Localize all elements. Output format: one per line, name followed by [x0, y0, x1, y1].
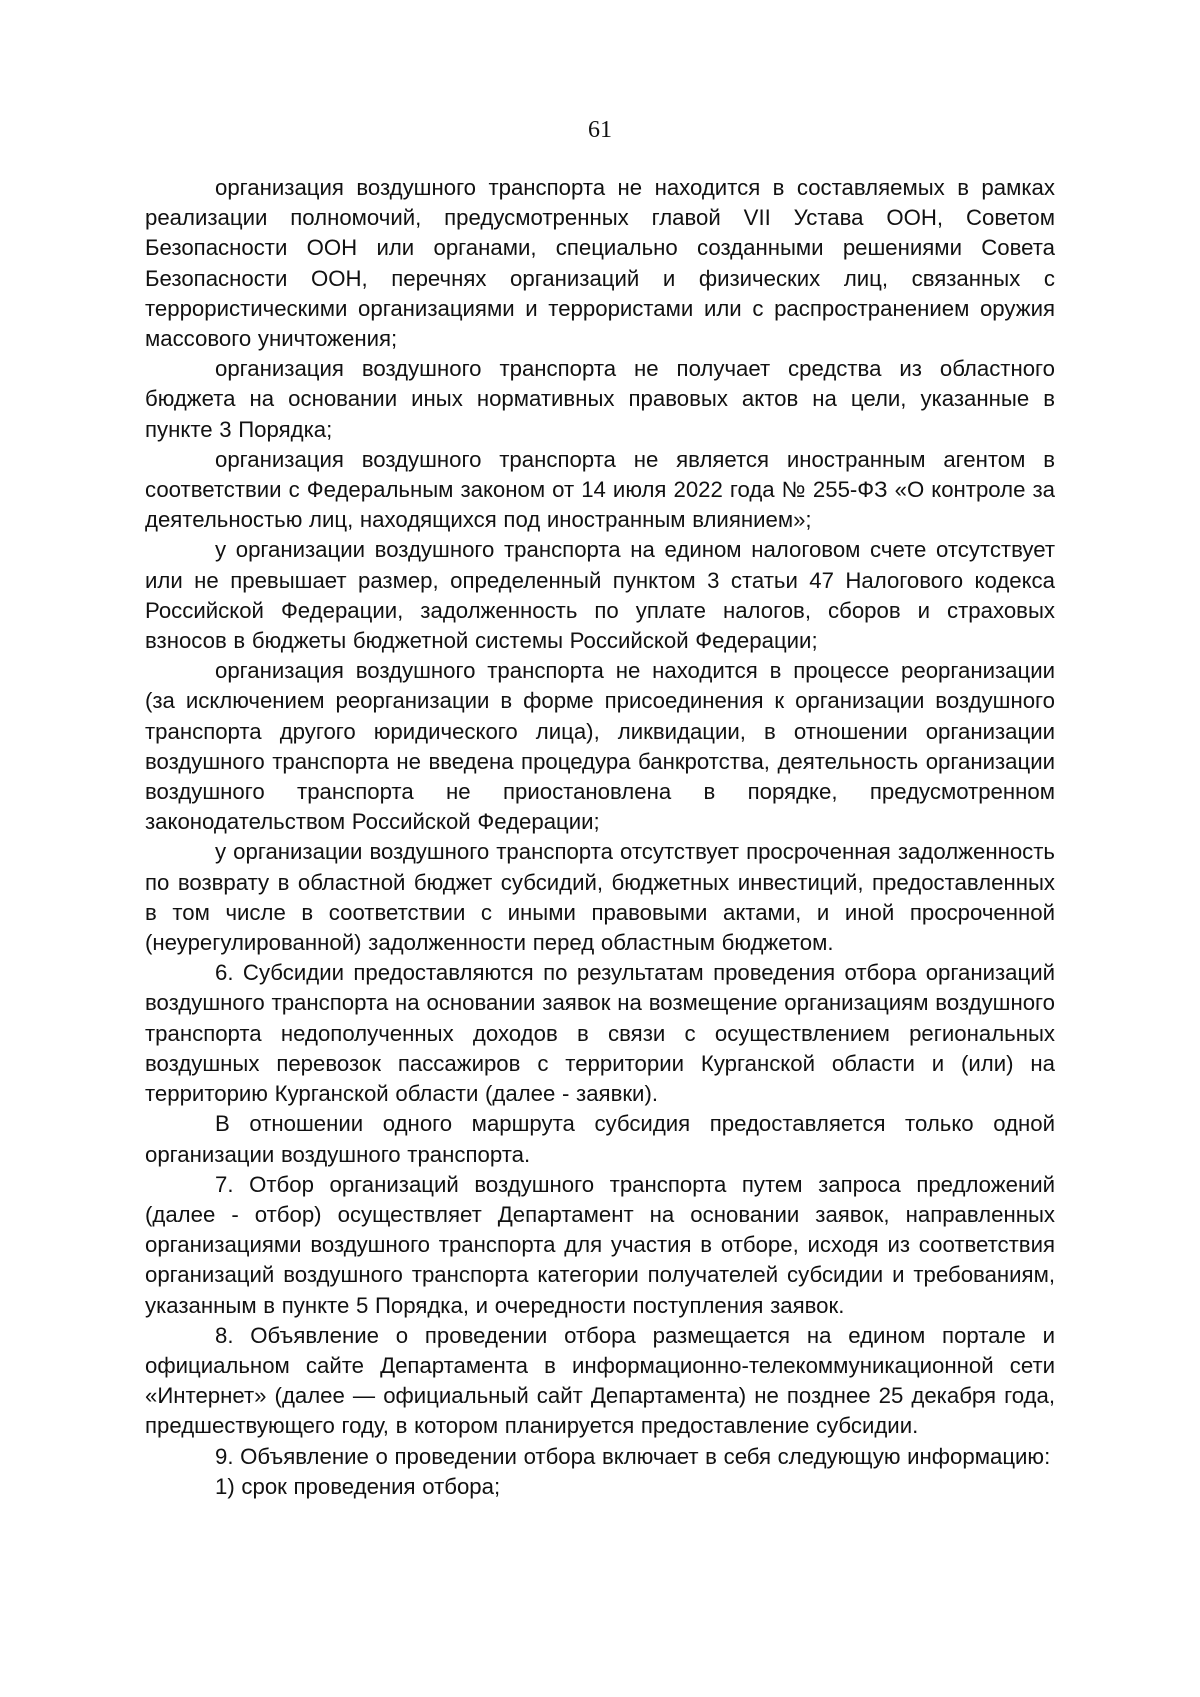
paragraph-no-overdue-debt: у организации воздушного транспорта отсутствует просроченная задолженность по возврату в областной бюджет субсидий, бюджетных инвестиций, предоставленных в том числе в соответствии с иными правовыми актами, и иной просроченной (неурегулированной) задолженности перед областным бюджетом. [145, 839, 1055, 956]
paragraph-item-8: 8. Объявление о проведении отбора размещается на едином портале и официальном сайте Департамента в информационно-телекоммуникационной сети «Интернет» (далее — официальный сайт Департамента) не позднее 25 декабря года, предшествующего году, в котором планируется предоставление субсидии. [145, 1322, 1055, 1439]
paragraph-item-7: 7. Отбор организаций воздушного транспорта путем запроса предложений (далее - отбор) осуществляет Департамент на основании заявок, направленных организациями воздушного транспорта для участия в отборе, исходя из соответствия организаций воздушного транспорта категории получателей субсидии и требованиям, указанным в пункте 5 Порядка, и очередности поступления заявок. [145, 1171, 1055, 1318]
paragraph-no-other-budget-funds: организация воздушного транспорта не получает средства из областного бюджета на основании иных нормативных правовых актов на цели, указанные в пункте 3 Порядка; [145, 356, 1055, 442]
paragraph-one-route-one-org: В отношении одного маршрута субсидия предоставляется только одной организации воздушного транспорта. [145, 1111, 1055, 1167]
paragraph-item-9: 9. Объявление о проведении отбора включает в себя следующую информацию: [215, 1443, 1051, 1469]
paragraph-not-foreign-agent: организация воздушного транспорта не является иностранным агентом в соответствии с Федеральным законом от 14 июля 2022 года № 255-ФЗ «О контроле за деятельностью лиц, находящихся под иностранным влиянием»; [145, 446, 1055, 533]
paragraph-item-6: 6. Субсидии предоставляются по результатам проведения отбора организаций воздушного транспорта на основании заявок на возмещение организациям воздушного транспорта недополученных доходов в связи с осуществлением региональных воздушных перевозок пассажиров с территории Курганской области и (или) на территорию Курганской области (далее - заявки). [145, 960, 1055, 1107]
page-number: 61 [588, 117, 612, 143]
document-body [145, 173, 1055, 1502]
paragraph-subitem-1: 1) срок проведения отбора; [215, 1473, 501, 1499]
paragraph-no-tax-debt: у организации воздушного транспорта на едином налоговом счете отсутствует или не превышает размер, определенный пунктом 3 статьи 47 Налогового кодекса Российской Федерации, задолженность по уплате налогов, сборов и страховых взносов в бюджеты бюджетной системы Российской Федерации; [145, 537, 1055, 654]
paragraph-not-in-reorganization: организация воздушного транспорта не находится в процессе реорганизации (за исключением реорганизации в форме присоединения к организации воздушного транспорта другого юридического лица), ликвидации, в отношении организации воздушного транспорта не введена процедура банкротства, деятельность организации воздушного транспорта не приостановлена в порядке, предусмотренном законодательством Российской Федерации; [145, 658, 1055, 835]
paragraph-not-in-terror-lists: организация воздушного транспорта не находится в составляемых в рамках реализации полномочий, предусмотренных главой VII Устава ООН, Советом Безопасности ООН или органами, специально созданными решениями Совета Безопасности ООН, перечнях организаций и физических лиц, связанных с террористическими организациями и террористами или с распространением оружия массового уничтожения; [145, 175, 1055, 352]
